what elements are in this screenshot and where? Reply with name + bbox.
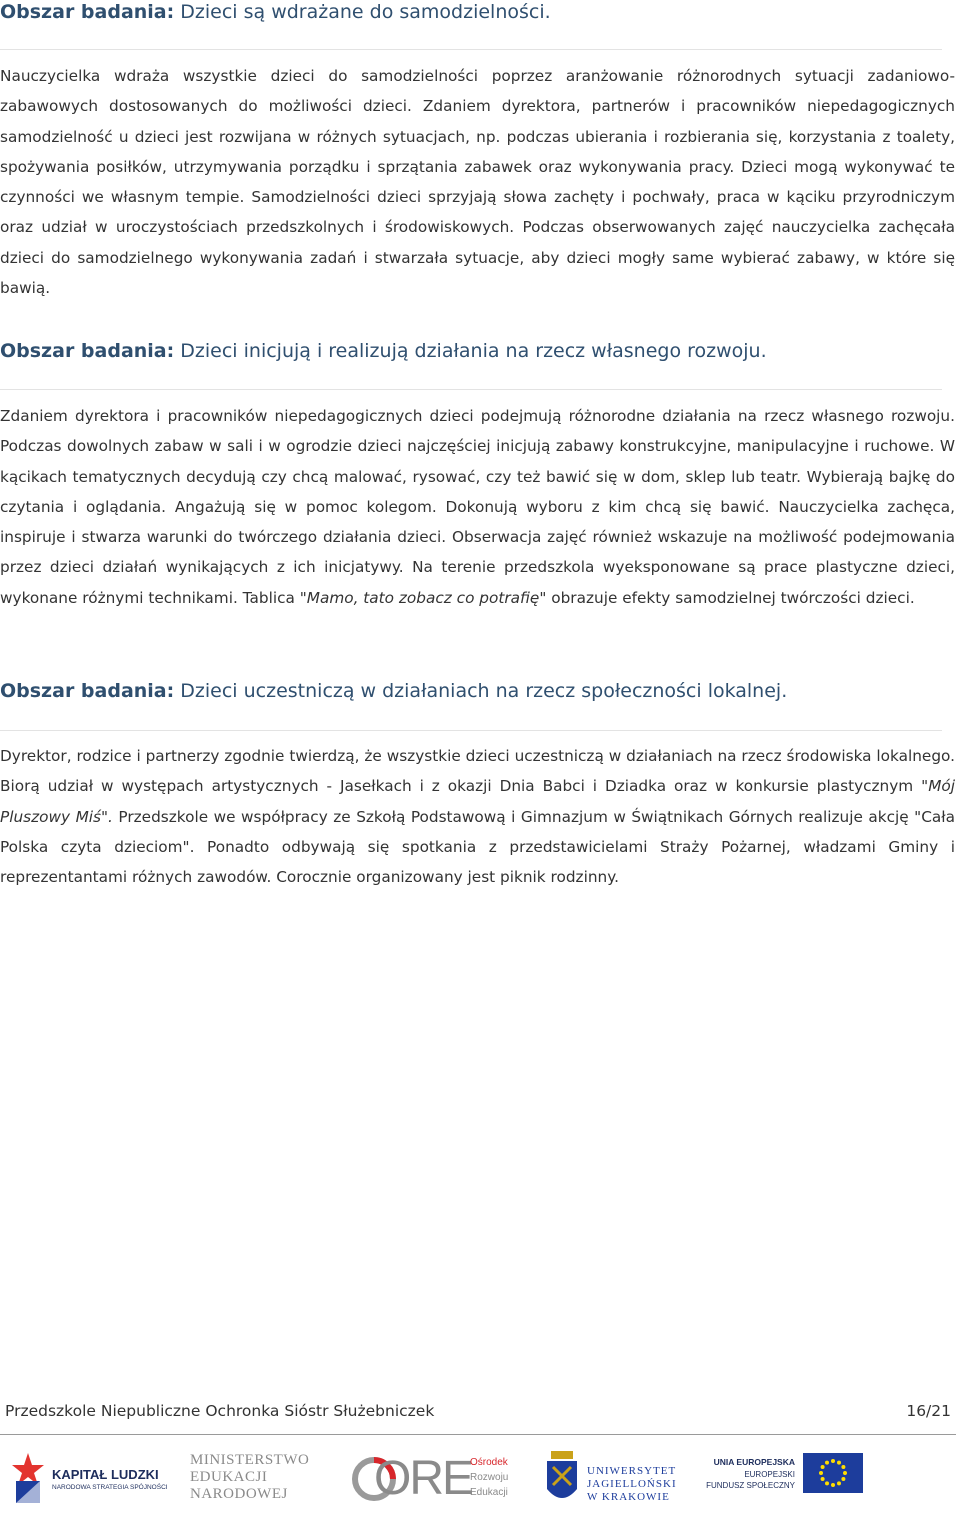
ministerstwo-logo (190, 1445, 310, 1515)
uniwersytet-logo (545, 1445, 685, 1515)
section-divider (0, 389, 942, 390)
kapital-ludzki-mark-icon (10, 1451, 46, 1507)
ore-line-1: Ośrodek (470, 1457, 508, 1468)
uj-line-1: UNIWERSYTET (587, 1465, 677, 1477)
section-heading (0, 0, 551, 24)
kapital-title: KAPITAŁ LUDZKI (52, 1467, 159, 1482)
eu-flag-icon (803, 1453, 863, 1493)
eu-line-2: EUROPEJSKI (744, 1470, 795, 1479)
heading-label: Obszar badania: (0, 340, 175, 362)
paragraph-quote: "Mój Pluszowy Miś". (0, 777, 955, 826)
uj-crest-icon (545, 1449, 579, 1509)
eu-logo (705, 1445, 870, 1515)
ore-mark: ORE (374, 1452, 473, 1505)
paragraph-text: Dyrektor, rodzice i partnerzy zgodnie twierdzą, że wszystkie dzieci uczestniczą w działaniach na rzecz środowiska lokalnego. Biorą udział w występach artystycznych - Jasełkach i z okazji Dnia Babci i Dziadka oraz w konkursie plastycznym (0, 747, 955, 796)
section-paragraph: Nauczycielka wdraża wszystkie dzieci do samodzielności poprzez aranżowanie różnorodnych sytuacji zadaniowo-zabawowych dostosowanych do możliwości dzieci. Zdaniem dyrektora, partnerów i pracowników niepedagogicznych samodzielność u dzieci jest rozwijana w różnych sytuacjach, np. podczas ubierania i rozbierania się, korzystania z toalety, spożywania posiłków, utrzymywania porządku i sprzątania zabawek oraz wykonywania pracy. Dzieci mogą wykonywać te czynności we własnym tempie. Samodzielności dzieci sprzyjają słowa zachęty i pochwały, praca w kąciku przyrodniczym oraz udział w uroczystościach przedszkolnych i środowiskowych. Podczas obserwowanych zajęć nauczycielka zachęcała dzieci do samodzielnego wykonywania zadań i stwarzała sytuacje, aby dzieci mogły same wybierać zabawy, w które się bawią. (0, 67, 955, 298)
heading-text: Dzieci inicjują i realizują działania na rzecz własnego rozwoju. (180, 340, 767, 362)
ore-line-2: Rozwoju (470, 1472, 509, 1483)
sponsor-logos-bar (0, 1445, 960, 1515)
kapital-ludzki-logo (8, 1445, 173, 1515)
heading-label: Obszar badania: (0, 1, 175, 23)
heading-text: Dzieci uczestniczą w działaniach na rzecz społeczności lokalnej. (180, 680, 788, 702)
men-line-2: EDUKACJI (190, 1469, 268, 1485)
heading-text: Dzieci są wdrażane do samodzielności. (180, 1, 551, 23)
kapital-subtitle: NARODOWA STRATEGIA SPÓJNOŚCI (52, 1484, 168, 1491)
heading-label: Obszar badania: (0, 680, 175, 702)
section-paragraph (0, 401, 955, 613)
section-heading (0, 679, 787, 703)
ore-logo (350, 1445, 520, 1515)
footer-divider (0, 1434, 956, 1435)
section-divider (0, 730, 942, 731)
men-line-3: NARODOWEJ (190, 1486, 288, 1502)
eu-line-3: FUNDUSZ SPOŁECZNY (706, 1481, 795, 1490)
page-number: 16/21 (906, 1402, 951, 1420)
paragraph-text: Przedszkole we współpracy ze Szkołą Podstawową i Gimnazjum w Świątnikach Górnych realizuje akcję "Cała Polska czyta dzieciom". Ponadto odbywają się spotkania z przedstawicielami Straży Pożarnej, władzami Gminy i reprezentantami różnych zawodów. Corocznie organizowany jest piknik rodzinny. (0, 807, 955, 887)
section-paragraph (0, 741, 955, 892)
ore-line-3: Edukacji (470, 1487, 508, 1498)
section-heading (0, 339, 767, 363)
uj-line-3: W KRAKOWIE (587, 1491, 670, 1503)
paragraph-quote: "Mamo, tato zobacz co potrafię" (299, 588, 547, 607)
section-divider (0, 49, 942, 50)
footer-institution: Przedszkole Niepubliczne Ochronka Sióstr Służebniczek (5, 1402, 435, 1420)
paragraph-text: Zdaniem dyrektora i pracowników niepedagogicznych dzieci podejmują różnorodne działania na rzecz własnego rozwoju. Podczas dowolnych zabaw w sali i w ogrodzie dzieci najczęściej inicjują zabawy konstrukcyjne, manipulacyjne i ruchowe. W kącikach tematycznych decydują czy chcą malować, rysować, czy też bawić się w dom, sklep lub teatr. Wybierają bajkę do czytania i oglądania. Angażują się w pomoc kolegom. Dokonują wyboru z kim chcą się bawić. Nauczycielka zachęca, inspiruje i stwarza warunki do twórczego działania dzieci. Obserwacja zajęć również wskazuje na możliwość podejmowania przez dzieci działań wynikających z ich inicjatywy. Na terenie przedszkola wyeksponowane są prace plastyczne dzieci, wykonane różnymi technikami. Tablica (0, 407, 955, 607)
paragraph-text: obrazuje efekty samodzielnej twórczości dzieci. (546, 588, 915, 607)
uj-line-2: JAGIELLOŃSKI (587, 1478, 677, 1490)
men-line-1: MINISTERSTWO (190, 1452, 310, 1468)
eu-line-1: UNIA EUROPEJSKA (713, 1457, 795, 1467)
